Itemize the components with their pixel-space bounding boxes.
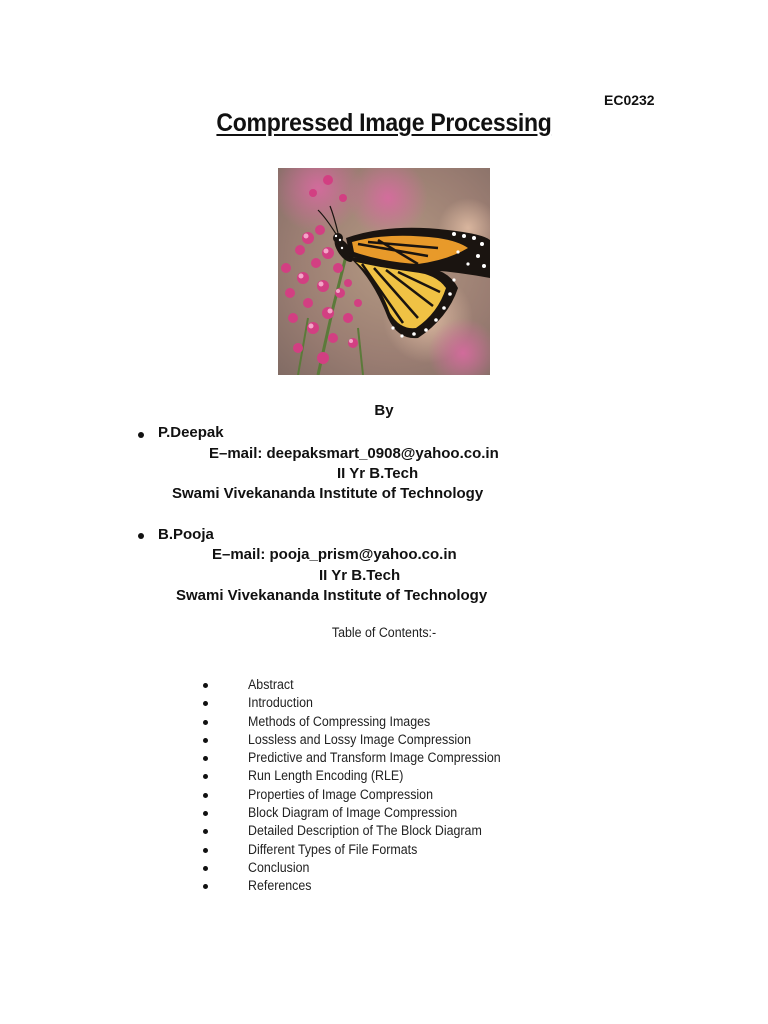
author-year: II Yr B.Tech bbox=[337, 465, 419, 482]
author-bullet bbox=[138, 432, 144, 438]
author-institute: Swami Vivekananda Institute of Technology bbox=[176, 587, 488, 604]
toc-item-label: Conclusion bbox=[248, 859, 310, 875]
author-name: P.Deepak bbox=[158, 424, 224, 441]
bullet-icon bbox=[203, 793, 208, 798]
author-email: E–mail: deepaksmart_0908@yahoo.co.in bbox=[209, 445, 499, 462]
toc-item bbox=[0, 860, 768, 878]
toc-item bbox=[0, 695, 768, 713]
toc-item-label: References bbox=[248, 878, 312, 894]
toc-item-label: Detailed Description of The Block Diagram bbox=[248, 823, 482, 839]
toc-item bbox=[0, 878, 768, 896]
toc-item bbox=[0, 714, 768, 732]
toc-item-label: Lossless and Lossy Image Compression bbox=[248, 731, 471, 747]
author-institute: Swami Vivekananda Institute of Technology bbox=[172, 485, 484, 502]
toc-item-label: Introduction bbox=[248, 695, 313, 711]
toc-item-label: Methods of Compressing Images bbox=[248, 713, 431, 729]
bullet-icon bbox=[203, 701, 208, 706]
document-code: EC0232 bbox=[604, 92, 655, 108]
author-year: II Yr B.Tech bbox=[319, 567, 401, 584]
bullet-icon bbox=[203, 829, 208, 834]
bullet-icon bbox=[203, 683, 208, 688]
bullet-icon bbox=[203, 738, 208, 743]
toc-item-label: Properties of Image Compression bbox=[248, 786, 434, 802]
toc-item-label: Predictive and Transform Image Compression bbox=[248, 750, 501, 766]
toc-item bbox=[0, 732, 768, 750]
toc-item bbox=[0, 823, 768, 841]
toc-item bbox=[0, 677, 768, 695]
bullet-icon bbox=[203, 756, 208, 761]
toc-item-label: Run Length Encoding (RLE) bbox=[248, 768, 404, 784]
bullet-icon bbox=[203, 848, 208, 853]
toc-item-label: Different Types of File Formats bbox=[248, 841, 418, 857]
author-email: E–mail: pooja_prism@yahoo.co.in bbox=[212, 546, 457, 563]
toc-item bbox=[0, 842, 768, 860]
document-title: Compressed Image Processing bbox=[216, 109, 552, 137]
table-of-contents bbox=[0, 677, 768, 897]
toc-item bbox=[0, 805, 768, 823]
bullet-icon bbox=[203, 884, 208, 889]
bullet-icon bbox=[203, 774, 208, 779]
butterfly-photo bbox=[278, 168, 490, 375]
author-bullet bbox=[138, 533, 144, 539]
toc-item bbox=[0, 768, 768, 786]
toc-item-label: Block Diagram of Image Compression bbox=[248, 805, 458, 821]
toc-item bbox=[0, 787, 768, 805]
toc-item bbox=[0, 750, 768, 768]
by-label: By bbox=[374, 402, 394, 419]
author-name: B.Pooja bbox=[158, 526, 214, 543]
bullet-icon bbox=[203, 720, 208, 725]
toc-heading: Table of Contents:- bbox=[331, 625, 437, 640]
toc-item-label: Abstract bbox=[248, 677, 294, 692]
bullet-icon bbox=[203, 811, 208, 816]
bullet-icon bbox=[203, 866, 208, 871]
